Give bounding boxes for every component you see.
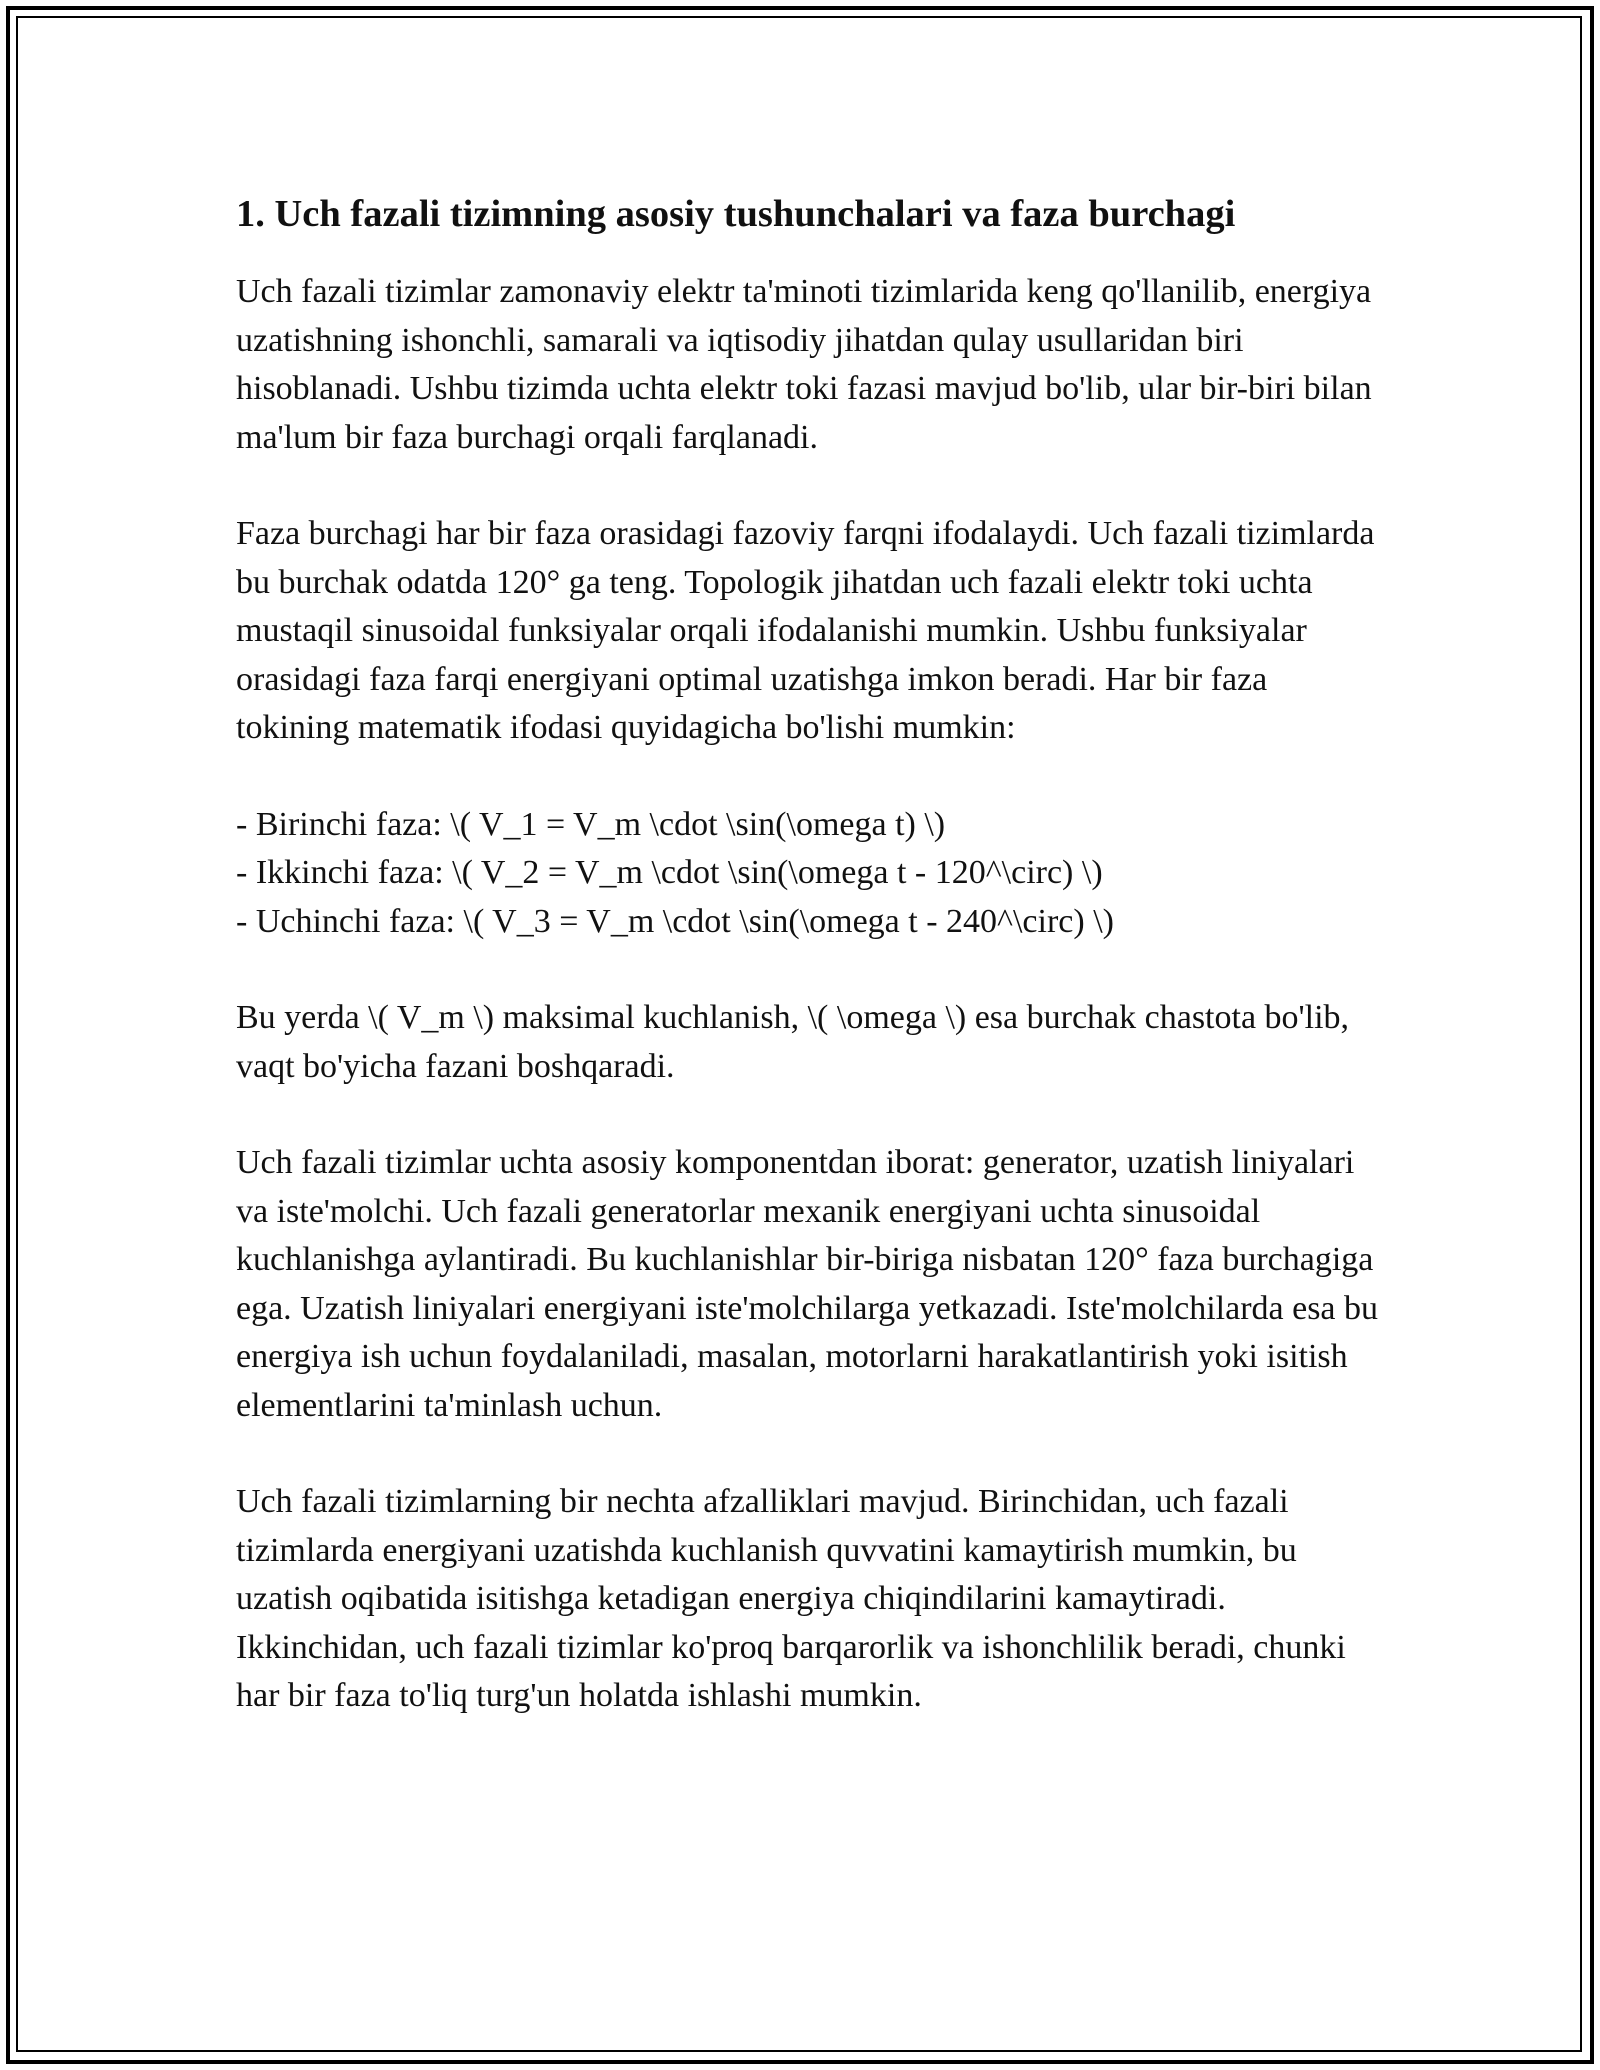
paragraph-components: Uch fazali tizimlar uchta asosiy komponentdan iborat: generator, uzatish liniyalari va iste'molchi. Uch fazali generatorlar mexanik energiyani uchta sinusoidal kuchlanishga aylantiradi. Bu kuchlanishlar bir-biriga nisbatan 120° faza burchagiga ega. Uzatish liniyalari energiyani iste'molchilarga yetkazadi. Iste'molchilarda esa bu energiya ish uchun foydalaniladi, masalan, motorlarni harakatlantirish yoki isitish elementlarini ta'minlash uchun. — [236, 1144, 1379, 1424]
phase-formula-item-1: - Birinchi faza: \( V_1 = V_m \cdot \sin(\omega t) \) — [236, 805, 946, 843]
section-heading: 1. Uch fazali tizimning asosiy tushunchalari va faza burchagi — [236, 193, 1236, 235]
paragraph-intro: Uch fazali tizimlar zamonaviy elektr ta'minoti tizimlarida keng qo'llanilib, energiya uzatishning ishonchli, samarali va iqtisodiy jihatdan qulay usullaridan biri hisoblanadi. Ushbu tizimda uchta elektr toki fazasi mavjud bo'lib, ular bir-biri bilan ma'lum bir faza burchagi orqali farqlanadi. — [236, 273, 1372, 456]
paragraph-phase-angle: Faza burchagi har bir faza orasidagi fazoviy farqni ifodalaydi. Uch fazali tizimlarda bu burchak odatda 120° ga teng. Topologik jihatdan uch fazali elektr toki uchta mustaqil sinusoidal funksiyalar orqali ifodalanishi mumkin. Ushbu funksiyalar orasidagi faza farqi energiyani optimal uzatishga imkon beradi. Har bir faza tokining matematik ifodasi quyidagicha bo'lishi mumkin: — [236, 515, 1375, 746]
document-body — [236, 186, 1386, 1769]
phase-formula-list — [236, 801, 1386, 947]
phase-formula-item-3: - Uchinchi faza: \( V_3 = V_m \cdot \sin(\omega t - 240^\circ) \) — [236, 902, 1114, 940]
paragraph-advantages: Uch fazali tizimlarning bir nechta afzalliklari mavjud. Birinchidan, uch fazali tizimlarda energiyani uzatishda kuchlanish quvvatini kamaytirish mumkin, bu uzatish oqibatida isitishga ketadigan energiya chiqindilarini kamaytiradi. Ikkinchidan, uch fazali tizimlar ko'proq barqarorlik va ishonchlilik beradi, chunki har bir faza to'liq turg'un holatda ishlashi mumkin. — [236, 1483, 1346, 1714]
paragraph-formula-explanation: Bu yerda \( V_m \) maksimal kuchlanish, \( \omega \) esa burchak chastota bo'lib, vaqt bo'yicha fazani boshqaradi. — [236, 999, 1350, 1085]
phase-formula-item-2: - Ikkinchi faza: \( V_2 = V_m \cdot \sin(\omega t - 120^\circ) \) — [236, 854, 1103, 891]
